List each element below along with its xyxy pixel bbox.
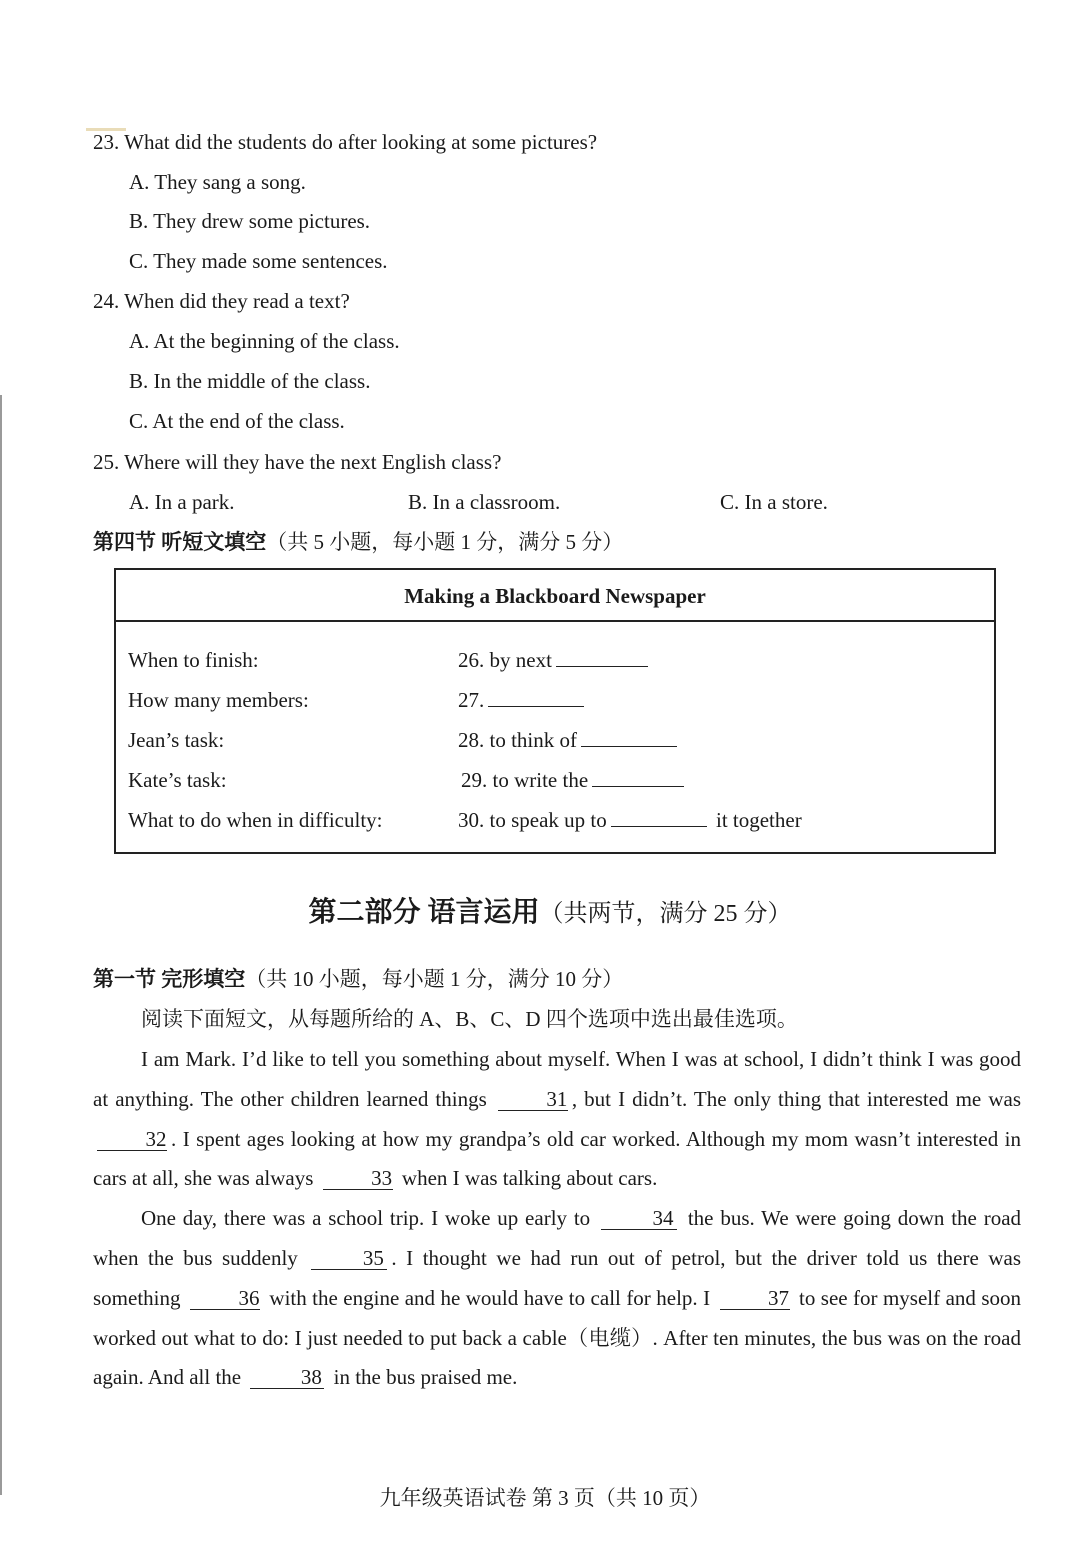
cloze-blank-32[interactable]: 32 [97,1128,167,1151]
cloze-blank-34[interactable]: 34 [601,1207,677,1230]
q24-option-b: B. In the middle of the class. [129,369,371,393]
cloze-instruction: 阅读下面短文，从每题所给的 A、B、C、D 四个选项中选出最佳选项。 [141,1007,798,1031]
answer-blank-30[interactable] [611,826,707,827]
q23-option-c: C. They made some sentences. [129,249,388,273]
row-value [458,686,588,714]
q23-option-b: B. They drew some pictures. [129,209,371,233]
passage-text: I am Mark. I’d like to tell you something about myself. When I was at school, I didn’t think I was good at anything. The other children learned things [93,1047,1021,1111]
answer-blank-26[interactable] [556,666,648,667]
row-prefix: 30. to speak up to [458,808,607,832]
scan-edge [0,395,2,1495]
row-label: Kate’s task: [128,768,227,792]
passage-text: . I thought we had run out of petrol, but the driver told us there was something [93,1245,1021,1310]
question-23: 23. What did the students do after looking at some pictures? [93,130,598,154]
question-24: 24. When did they read a text? [93,289,350,313]
row-label: What to do when in difficulty: [128,808,383,832]
q23-option-a: A. They sang a song. [129,170,306,194]
cloze-blank-33[interactable]: 33 [323,1167,393,1190]
part-2-title [0,890,1080,930]
row-label: When to finish: [128,648,259,672]
paragraph-2 [93,1199,1021,1398]
table-title: Making a Blackboard Newspaper [116,570,994,622]
passage-text: One day, there was a school trip. I woke up early to [141,1206,591,1231]
answer-blank-29[interactable] [592,786,684,787]
row-value [458,806,802,834]
passage-text: when I was talking about cars. [401,1166,658,1191]
row-value [458,726,681,754]
row-value [458,646,652,674]
row-prefix: 29. to write the [461,768,589,792]
paragraph-1 [93,1040,1021,1199]
q24-option-c: C. At the end of the class. [129,409,345,433]
cloze-blank-36[interactable]: 36 [190,1287,260,1310]
q24-option-a: A. At the beginning of the class. [129,329,400,353]
passage-text: to see for myself and soon worked out what to do: I just needed to put back a cable（电缆）. After ten minutes, the bus was on the road again. And all the [93,1285,1022,1390]
section-4-title: 第四节 听短文填空 [93,530,267,554]
cloze-blank-35[interactable]: 35 [311,1247,387,1270]
part-2-note: （共两节，满分 25 分） [539,901,792,927]
cloze-blank-37[interactable]: 37 [720,1287,790,1310]
cloze-heading [93,965,623,993]
page-footer: 九年级英语试卷 第 3 页（共 10 页） [379,1486,711,1510]
row-label: How many members: [128,688,309,712]
cloze-blank-31[interactable]: 31 [498,1088,568,1111]
answer-blank-28[interactable] [581,746,677,747]
section-4-note: （共 5 小题，每小题 1 分，满分 5 分） [266,530,624,554]
passage-text: in the bus praised me. [333,1365,518,1390]
row-prefix: 28. to think of [458,728,577,752]
q25-option-b: B. In a classroom. [408,490,561,514]
row-prefix: 26. by next [458,648,552,672]
answer-blank-27[interactable] [488,706,584,707]
section-4-heading [93,528,623,556]
row-label: Jean’s task: [128,728,225,752]
q25-option-c: C. In a store. [720,490,828,514]
row-value [461,766,688,794]
passage-text: the bus. We were going down the road when the bus suddenly [93,1206,1022,1270]
row-suffix: it together [715,808,802,832]
passage-text: , but I didn’t. The only thing that interested me was [571,1086,1021,1111]
question-25: 25. Where will they have the next English class? [93,450,502,474]
q25-option-a: A. In a park. [129,490,235,514]
row-prefix: 27. [458,688,485,712]
passage-text: with the engine and he would have to call for help. I [269,1285,711,1310]
fill-in-table [114,568,996,854]
part-2-heading: 第二部分 语言运用 [308,897,540,928]
cloze-title: 第一节 完形填空 [93,967,246,991]
cloze-note: （共 10 小题，每小题 1 分，满分 10 分） [245,967,624,991]
passage-text: . I spent ages looking at how my grandpa’s old car worked. Although my mom wasn’t interested in cars at all, she was always [93,1126,1021,1191]
cloze-blank-38[interactable]: 38 [250,1366,324,1389]
cloze-passage [93,1040,1021,1398]
